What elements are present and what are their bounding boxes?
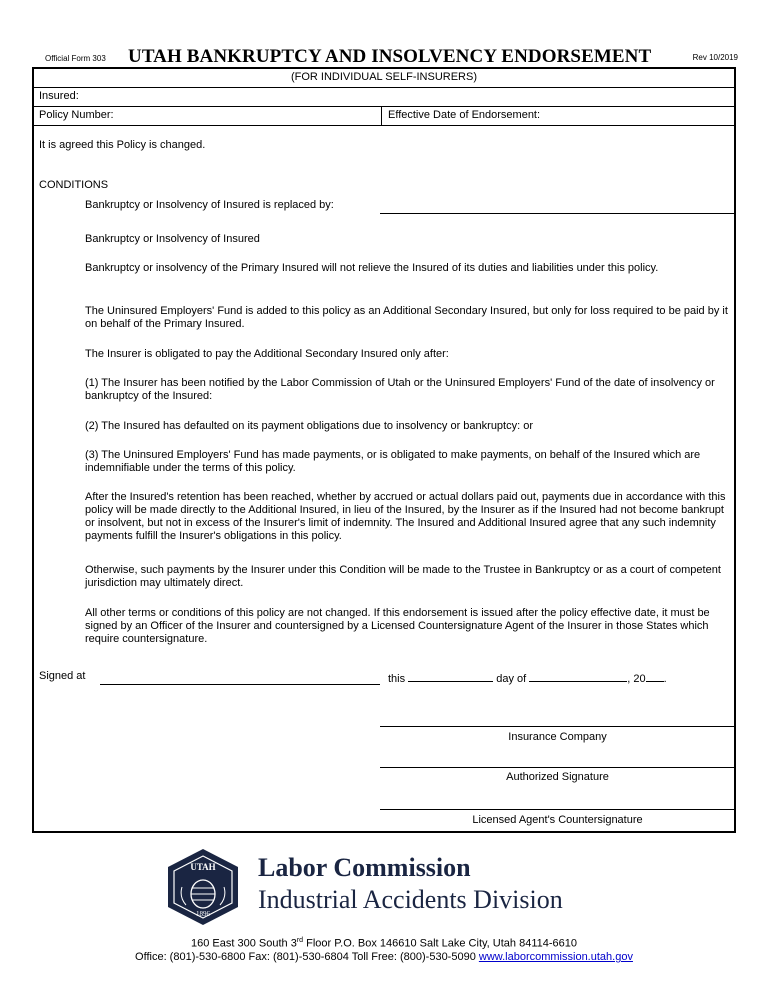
signed-at-line[interactable] <box>100 684 380 685</box>
form-subtitle: (FOR INDIVIDUAL SELF-INSURERS) <box>290 71 477 83</box>
insured-label: Insured: <box>39 90 79 102</box>
countersignature-line[interactable] <box>380 809 735 810</box>
countersignature-caption: Licensed Agent's Countersignature <box>472 814 643 826</box>
day-blank[interactable] <box>408 670 493 682</box>
paragraph-3: The Insurer is obligated to pay the Additional Secondary Insured only after: <box>85 348 449 360</box>
paragraph-8: Otherwise, such payments by the Insurer under this Condition will be made to the Trustee in Bankruptcy or as a court of competent jurisdiction may ultimately direct. <box>85 564 721 589</box>
effective-date-label: Effective Date of Endorsement: <box>388 109 541 121</box>
paragraph-5: (2) The Insured has defaulted on its payment obligations due to insolvency or bankruptcy: or <box>85 420 534 432</box>
labor-commission-seal-icon <box>164 847 242 927</box>
form-number: Official Form 303 <box>45 54 106 63</box>
org-name: Labor Commission <box>258 853 471 882</box>
this-label: this <box>388 673 406 685</box>
replaced-by-line[interactable] <box>380 213 735 214</box>
contact-numbers: Office: (801)-530-6800 Fax: (801)-530-6804 Toll Free: (800)-530-5090 <box>135 951 479 963</box>
paragraph-6: (3) The Uninsured Employers' Fund has made payments, or is obligated to make payments, on behalf of the Insured which are indemnifiable under the terms of this policy. <box>85 449 701 474</box>
authorized-signature-line[interactable] <box>380 767 735 768</box>
paragraph-9: All other terms or conditions of this policy are not changed. If this endorsement is issued after the policy effective date, it must be signed by an Officer of the Insurer and countersigned by a Licensed Countersignature Agent of the Insurer in those States which require countersignature. <box>85 607 710 645</box>
policy-row-divider <box>381 107 382 125</box>
seal-state-text: UTAH <box>190 862 216 872</box>
year-blank[interactable] <box>646 670 664 682</box>
year-suffix: . <box>663 673 667 685</box>
date-line <box>388 670 667 686</box>
conditions-heading: CONDITIONS <box>39 179 109 191</box>
insurance-company-line[interactable] <box>380 726 735 727</box>
month-blank[interactable] <box>529 670 627 682</box>
paragraph-4: (1) The Insurer has been notified by the Labor Commission of Utah or the Uninsured Employers' Fund of the date of insolvency or bankruptcy of the Insured: <box>85 377 715 402</box>
signed-at-label: Signed at <box>39 670 86 682</box>
year-prefix: , 20 <box>627 673 646 685</box>
insured-row[interactable] <box>34 88 734 107</box>
form-header <box>38 47 738 67</box>
insurance-company-caption: Insurance Company <box>508 731 607 743</box>
division-name: Industrial Accidents Division <box>258 885 563 914</box>
subtitle-row <box>34 69 734 88</box>
condition-subheading: Bankruptcy or Insolvency of Insured <box>85 233 260 245</box>
replaced-by-text: Bankruptcy or Insolvency of Insured is replaced by: <box>85 199 334 211</box>
authorized-signature-caption: Authorized Signature <box>506 771 609 783</box>
address-city: Floor P.O. Box 146610 Salt Lake City, Utah 84114-6610 <box>303 937 577 950</box>
intro-text: It is agreed this Policy is changed. <box>39 139 206 151</box>
address-superscript: rd <box>296 937 304 944</box>
seal-year-text: 1896 <box>196 910 210 918</box>
day-of-label: day of <box>496 673 527 685</box>
website-link[interactable]: www.laborcommission.utah.gov <box>478 951 633 963</box>
policy-row <box>34 107 734 126</box>
address-street: 160 East 300 South 3 <box>191 937 297 950</box>
address-line <box>0 937 768 950</box>
form-title: UTAH BANKRUPTCY AND INSOLVENCY ENDORSEMENT <box>128 46 652 67</box>
contact-line <box>0 951 768 963</box>
paragraph-2: The Uninsured Employers' Fund is added to this policy as an Additional Secondary Insured, but only for loss required to be paid by it on behalf of the Primary Insured. <box>85 305 728 330</box>
revision-date: Rev 10/2019 <box>692 53 738 62</box>
paragraph-7: After the Insured's retention has been reached, whether by accrued or actual dollars paid out, payments due in accordance with this policy will be made directly to the Additional Insured, in lieu of the Insured, by the Insurer as if the Insured had not become bankrupt or insolvent, but not in excess of the Insurer's limit of indemnity. The Insured and Additional Insured agree that any such indemnity payments fulfill the Insurer's obligations in this policy. <box>85 491 726 542</box>
paragraph-1: Bankruptcy or insolvency of the Primary Insured will not relieve the Insured of its duties and liabilities under this policy. <box>85 262 659 274</box>
policy-number-label: Policy Number: <box>39 109 114 121</box>
